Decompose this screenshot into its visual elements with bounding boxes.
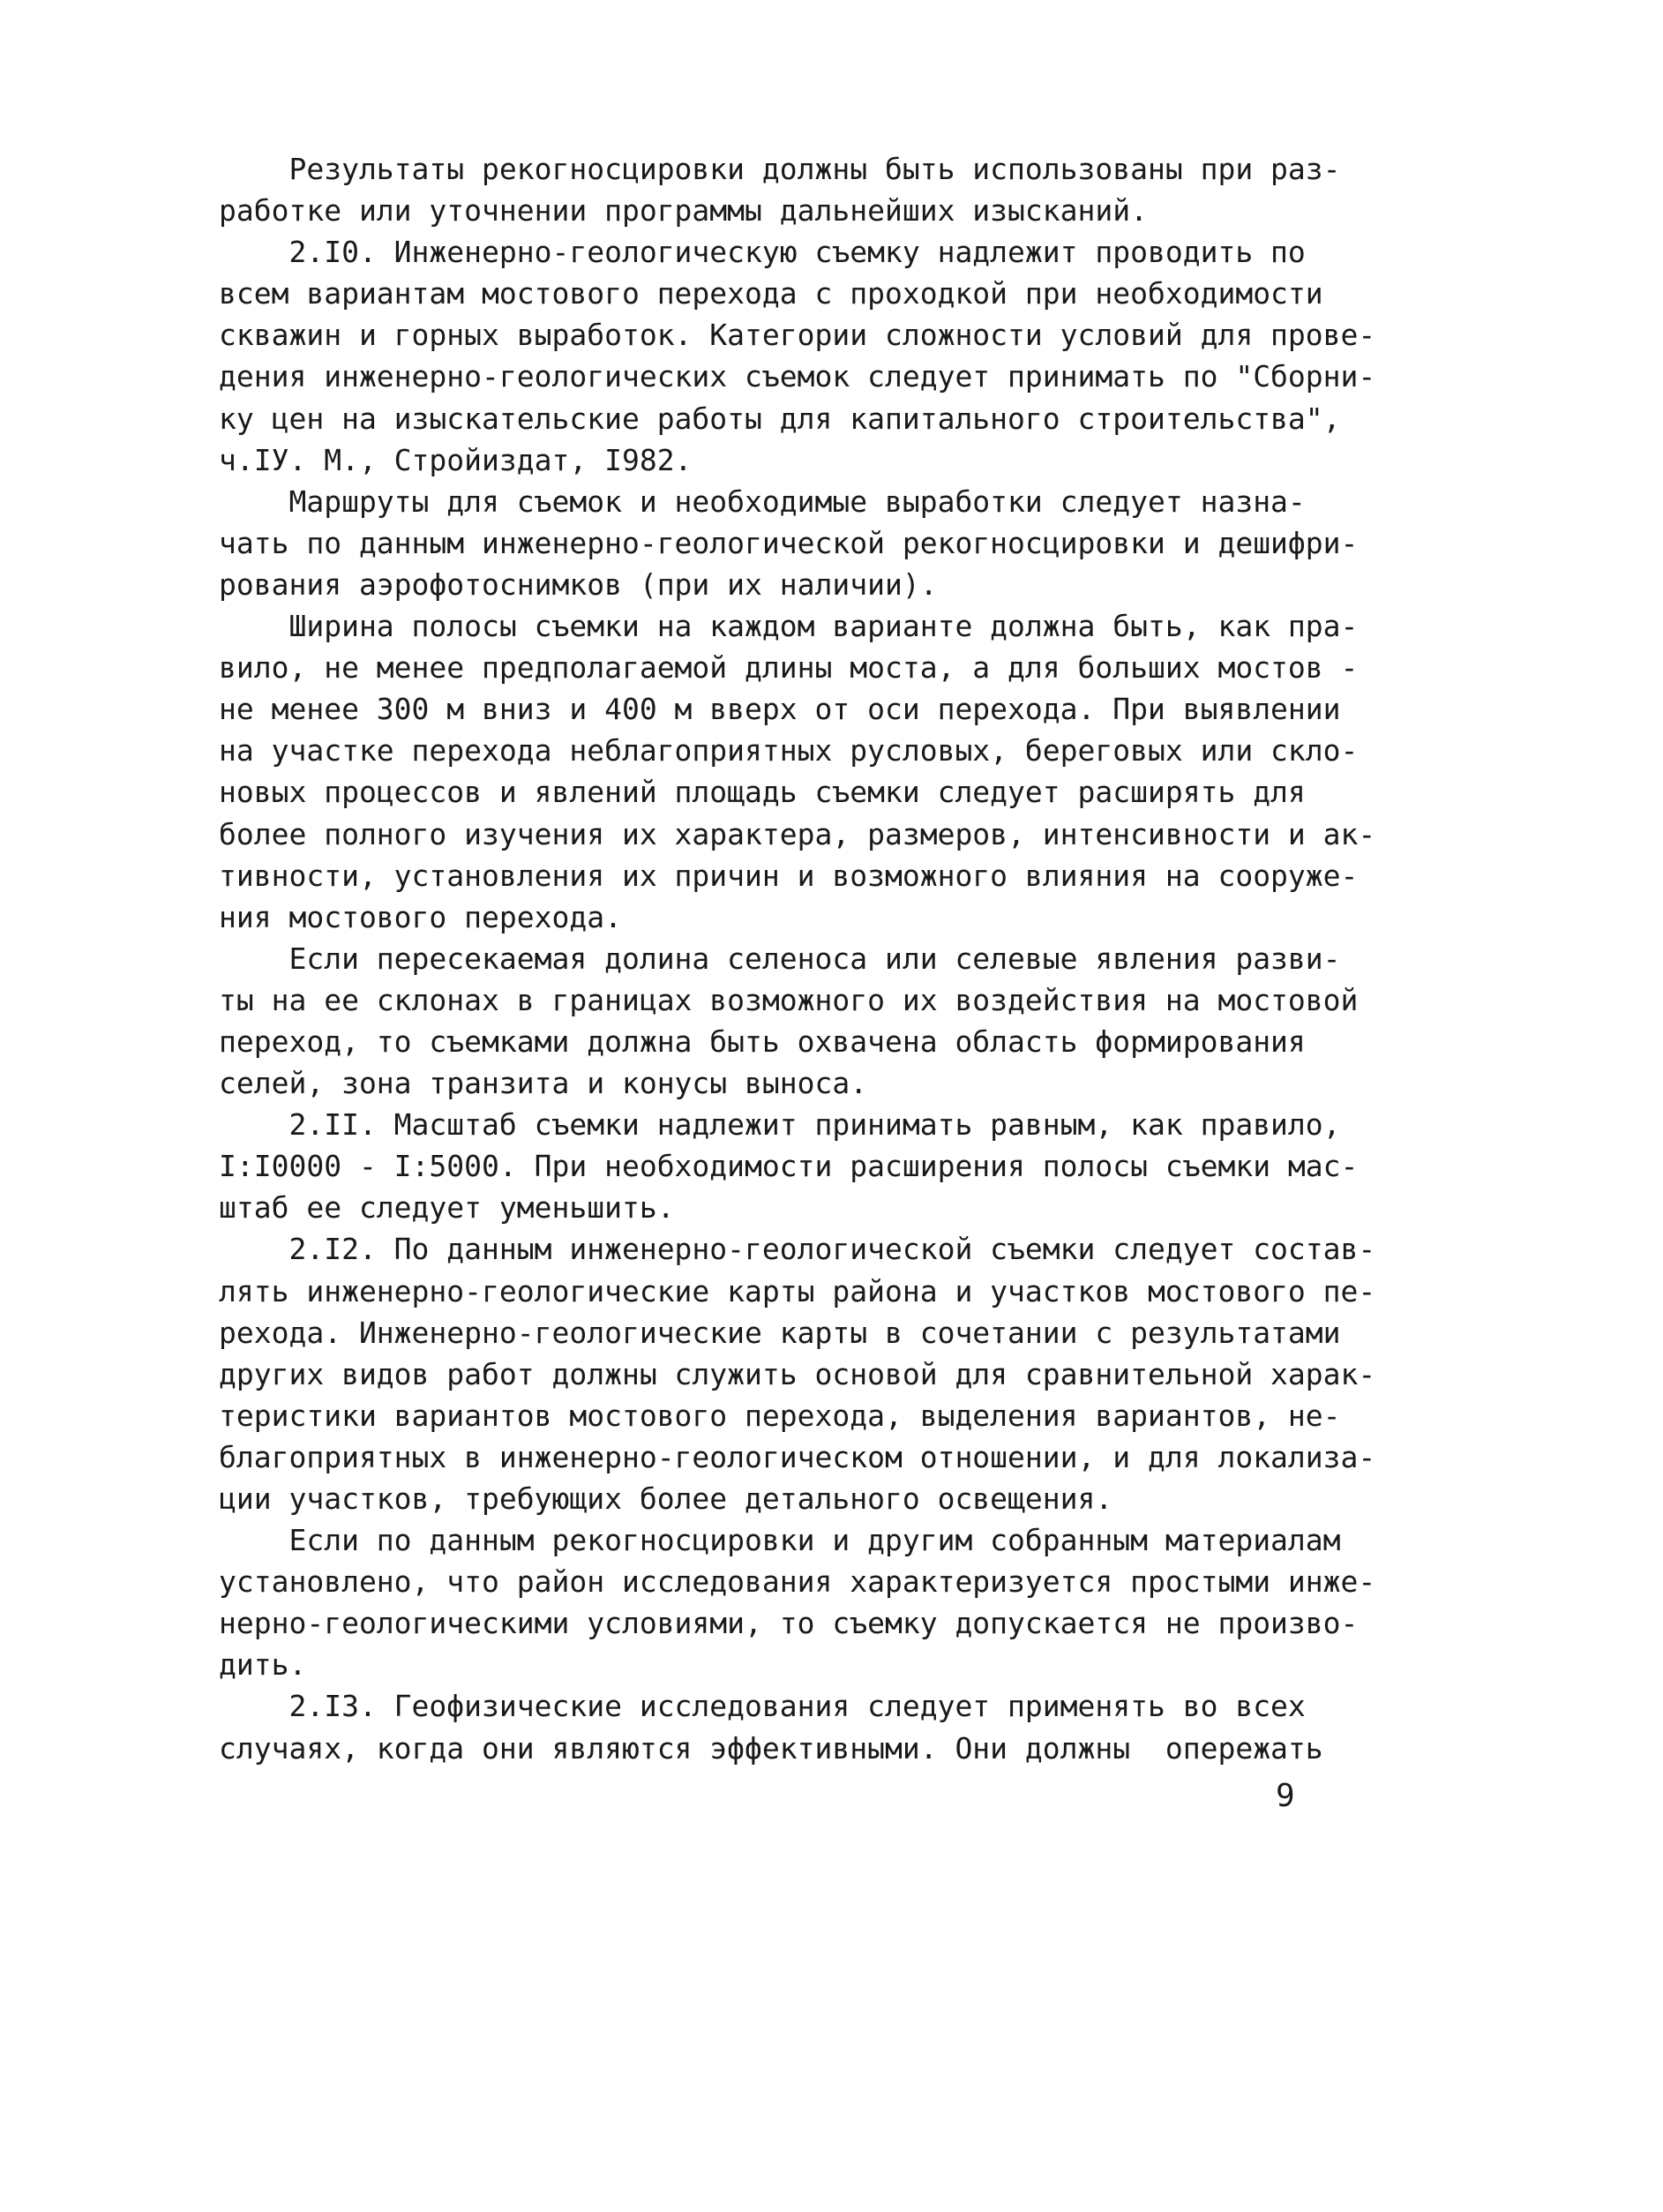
text-line: рования аэрофотоснимков (при их наличии).: [219, 566, 938, 602]
text-line: не менее 300 м вниз и 400 м вверх от оси перехода. При выявлении: [219, 692, 1341, 727]
text-line: вило, не менее предполагаемой длины моста, а для больших мостов -: [219, 650, 1359, 686]
text-line: ты на ее склонах в границах возможного их воздействия на мостовой: [219, 982, 1359, 1017]
text-line: установлено, что район исследования характеризуется простыми инже-: [219, 1564, 1376, 1600]
text-line: чать по данным инженерно-геологической рекогносцировки и дешифри-: [219, 525, 1359, 560]
text-line: селей, зона транзита и конусы выноса.: [219, 1066, 868, 1101]
text-line: благоприятных в инженерно-геологическом отношении, и для локализа-: [219, 1439, 1376, 1474]
text-line: тивности, установления их причин и возможного влияния на сооруже-: [219, 858, 1359, 893]
text-line: Результаты рекогносцировки должны быть использованы при раз-: [219, 152, 1341, 186]
text-line: скважин и горных выработок. Категории сложности условий для прове-: [219, 318, 1376, 353]
text-line: на участке перехода неблагоприятных русловых, береговых или скло-: [219, 733, 1359, 769]
text-line: I:I0000 - I:5000. При необходимости расширения полосы съемки мас-: [219, 1149, 1359, 1184]
text-line: 2.I0. Инженерно-геологическую съемку надлежит проводить по: [219, 235, 1306, 270]
text-line: Ширина полосы съемки на каждом варианте должна быть, как пра-: [219, 609, 1359, 644]
text-line: 2.I2. По данным инженерно-геологической съемки следует состав-: [219, 1232, 1376, 1267]
text-line: 2.I3. Геофизические исследования следует применять во всех: [219, 1689, 1306, 1724]
text-line: нерно-геологическими условиями, то съемку допускается не произво-: [219, 1606, 1359, 1641]
body-text: [219, 148, 1376, 1769]
text-line: лять инженерно-геологические карты района и участков мостового пе-: [219, 1273, 1376, 1308]
text-line: теристики вариантов мостового перехода, выделения вариантов, не-: [219, 1398, 1341, 1433]
text-line: дить.: [219, 1647, 307, 1683]
text-line: ния мостового перехода.: [219, 899, 622, 934]
text-line: всем вариантам мостового перехода с проходкой при необходимости: [219, 276, 1323, 311]
text-line: случаях, когда они являются эффективными. Они должны опережать: [219, 1730, 1323, 1766]
text-line: более полного изучения их характера, размеров, интенсивности и ак-: [219, 816, 1376, 851]
text-line: переход, то съемками должна быть охвачена область формирования: [219, 1024, 1306, 1059]
text-line: 2.II. Масштаб съемки надлежит принимать равным, как правило,: [219, 1107, 1341, 1143]
text-line: штаб ее следует уменьшить.: [219, 1190, 675, 1226]
text-line: Если по данным рекогносцировки и другим собранным материалам: [219, 1523, 1341, 1558]
text-line: Маршруты для съемок и необходимые выработки следует назна-: [219, 484, 1306, 519]
page-number: 9: [1276, 1778, 1295, 1814]
text-line: ч.IУ. М., Стройиздат, I982.: [219, 442, 693, 477]
text-line: дения инженерно-геологических съемок следует принимать по "Сборни-: [219, 359, 1376, 394]
text-line: других видов работ должны служить основой для сравнительной харак-: [219, 1356, 1376, 1391]
text-line: рехода. Инженерно-геологические карты в сочетании с результатами: [219, 1315, 1341, 1350]
text-line: работке или уточнении программы дальнейших изысканий.: [219, 193, 1148, 229]
text-line: Если пересекаемая долина селеноса или селевые явления разви-: [219, 941, 1341, 976]
text-line: новых процессов и явлений площадь съемки следует расширять для: [219, 775, 1306, 810]
text-line: ку цен на изыскательские работы для капитального строительства",: [219, 401, 1341, 436]
text-line: ции участков, требующих более детального освещения.: [219, 1481, 1113, 1516]
